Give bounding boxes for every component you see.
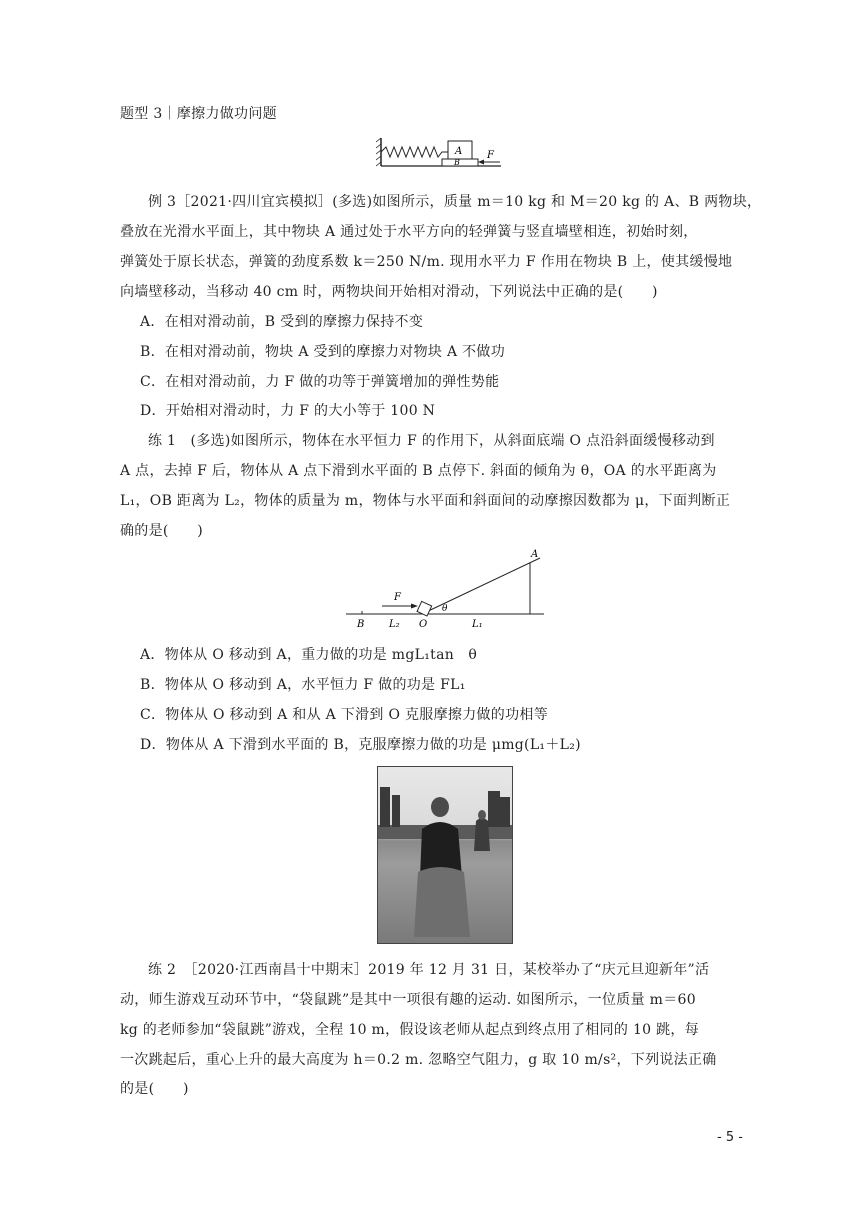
practice1-line-1: 练 1 (多选)如图所示，物体在水平恒力 F 的作用下，从斜面底端 O 点沿斜面缓慢移动到: [148, 433, 715, 449]
example3-line-4: 向墙壁移动，当移动 40 cm 时，两物块间开始相对滑动，下列说法中正确的是( ): [120, 284, 658, 300]
practice1-option-c: C．物体从 O 移动到 A 和从 A 下滑到 O 克服摩擦力做的功相等: [140, 707, 548, 723]
incline-figure: [344, 545, 546, 631]
practice2-line-4: 一次跳起后，重心上升的最大高度为 h＝0.2 m. 忽略空气阻力，g 取 10 m/s²，下列说法正确: [120, 1052, 717, 1068]
example3-line-2: 叠放在光滑水平面上，其中物块 A 通过处于水平方向的轻弹簧与竖直墙壁相连，初始时刻，: [120, 224, 698, 240]
example3-option-c: C．在相对滑动前，力 F 做的功等于弹簧增加的弹性势能: [140, 374, 500, 390]
incline-a-label: A: [531, 549, 539, 560]
practice2-line-3: kg 的老师参加“袋鼠跳”游戏，全程 10 m，假设该老师从起点到终点用了相同的 10 跳，每: [120, 1022, 700, 1038]
practice1-line-4: 确的是( ): [120, 523, 204, 539]
example3-option-d: D．开始相对滑动时，力 F 的大小等于 100 N: [140, 403, 436, 419]
block-a-label: A: [455, 146, 463, 157]
section-heading: 题型 3｜摩擦力做功问题: [120, 106, 277, 122]
incline-l2-label: L₂: [389, 619, 400, 630]
practice1-option-a: A．物体从 O 移动到 A，重力做的功是 mgL₁tan θ: [140, 647, 478, 663]
practice1-option-b: B．物体从 O 移动到 A，水平恒力 F 做的功是 FL₁: [140, 677, 466, 693]
example3-option-a: A．在相对滑动前，B 受到的摩擦力保持不变: [140, 314, 424, 330]
incline-o-label: O: [419, 619, 428, 630]
practice2-line-1: 练 2 ［2020·江西南昌十中期末］2019 年 12 月 31 日，某校举办了“庆元旦迎新年”活: [148, 962, 710, 978]
practice1-line-2: A 点，去掉 F 后，物体从 A 点下滑到水平面的 B 点停下. 斜面的倾角为 θ，OA 的水平距离为: [120, 463, 717, 479]
force-f-label: F: [487, 150, 494, 161]
page-number: - 5 -: [717, 1130, 743, 1145]
example3-option-b: B．在相对滑动前，物块 A 受到的摩擦力对物块 A 不做功: [140, 344, 506, 360]
practice1-line-3: L₁，OB 距离为 L₂，物体的质量为 m，物体与水平面和斜面间的动摩擦因数都为 μ，下面判断正: [120, 493, 731, 509]
spring-blocks-figure: [376, 136, 506, 172]
kangaroo-jump-photo: [377, 766, 513, 944]
incline-b-label: B: [357, 619, 365, 630]
block-b-label: B: [454, 158, 460, 167]
example3-line-1: 例 3［2021·四川宜宾模拟］(多选)如图所示，质量 m＝10 kg 和 M＝20 kg 的 A、B 两物块，: [148, 194, 762, 210]
example3-line-3: 弹簧处于原长状态，弹簧的劲度系数 k＝250 N/m. 现用水平力 F 作用在物块 B 上，使其缓慢地: [120, 254, 733, 270]
practice2-line-5: 的是( ): [120, 1081, 189, 1097]
incline-f-label: F: [394, 592, 401, 603]
incline-l1-label: L₁: [472, 619, 483, 630]
practice1-option-d: D．物体从 A 下滑到水平面的 B，克服摩擦力做的功是 μmg(L₁＋L₂): [140, 737, 581, 753]
practice2-line-2: 动，师生游戏互动环节中，“袋鼠跳”是其中一项很有趣的运动. 如图所示，一位质量 m＝60: [120, 992, 696, 1008]
incline-theta-label: θ: [442, 604, 448, 614]
